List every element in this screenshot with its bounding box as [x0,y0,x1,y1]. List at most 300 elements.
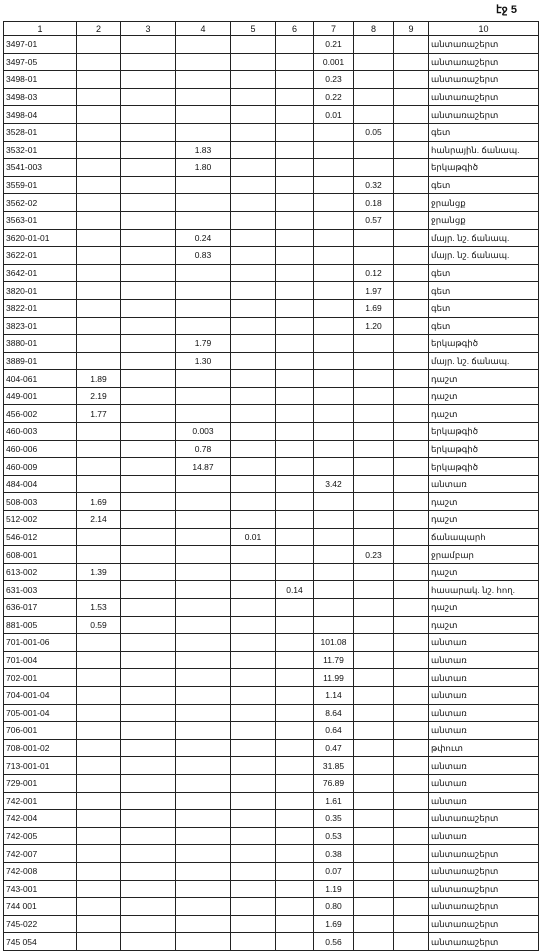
col-7-cell: 76.89 [314,774,354,792]
land-type-cell: ջրանցք [429,194,539,212]
col-3-cell [121,810,176,828]
col-6-cell [276,141,314,159]
col-9-cell [394,792,429,810]
col-5-cell [231,722,276,740]
table-row [4,810,539,828]
col-3-cell [121,493,176,511]
col-4-cell [176,405,231,423]
parcel-code-cell: 3541-003 [4,159,77,177]
col-2-cell [77,211,121,229]
col-6-cell [276,71,314,89]
col-3-cell [121,704,176,722]
col-4-cell [176,299,231,317]
col-4-cell [176,739,231,757]
col-9-cell [394,511,429,529]
parcel-code-cell: 3498-01 [4,71,77,89]
land-type-cell: անտառ [429,669,539,687]
land-type-cell: երկաթգիծ [429,458,539,476]
parcel-code-cell: 744 001 [4,898,77,916]
col-2-cell [77,440,121,458]
col-4-cell [176,211,231,229]
table-row [4,528,539,546]
col-9-cell [394,898,429,916]
col-8-cell: 0.23 [354,546,394,564]
land-type-cell: դաշտ [429,405,539,423]
parcel-code-cell: 713-001-01 [4,757,77,775]
col-5-cell [231,229,276,247]
land-type-cell: անտառ [429,634,539,652]
col-8-cell [354,599,394,617]
col-8-cell [354,792,394,810]
col-9-cell [394,53,429,71]
col-9-cell [394,546,429,564]
col-3-cell [121,792,176,810]
col-7-cell [314,264,354,282]
col-4-cell: 14.87 [176,458,231,476]
col-3-cell [121,898,176,916]
col-4-cell [176,528,231,546]
col-3-cell [121,53,176,71]
col-3-cell [121,669,176,687]
col-8-cell [354,247,394,265]
col-7-cell [314,581,354,599]
col-9-cell [394,528,429,546]
col-6-cell [276,335,314,353]
col-9-cell [394,299,429,317]
col-9-cell [394,106,429,124]
table-row [4,704,539,722]
col-3-cell [121,176,176,194]
col-9-cell [394,176,429,194]
col-5-cell [231,176,276,194]
col-6-cell [276,686,314,704]
col-3-cell [121,123,176,141]
col-8-cell [354,493,394,511]
col-6-cell [276,757,314,775]
col-2-cell [77,106,121,124]
col-5-cell [231,581,276,599]
parcel-code-cell: 456-002 [4,405,77,423]
col-2-cell [77,352,121,370]
col-4-cell [176,599,231,617]
parcel-code-cell: 608-001 [4,546,77,564]
land-type-cell: անտառաշերտ [429,933,539,951]
col-9-cell [394,71,429,89]
col-9-cell [394,229,429,247]
col-8-cell [354,88,394,106]
col-5-cell [231,563,276,581]
col-7-cell [314,352,354,370]
parcel-code-cell: 636-017 [4,599,77,617]
col-2-cell [77,423,121,441]
table-row [4,669,539,687]
col-8-cell [354,106,394,124]
col-5-cell [231,194,276,212]
land-type-cell: դաշտ [429,599,539,617]
table-row [4,599,539,617]
land-type-cell: անտառ [429,757,539,775]
col-5-cell [231,810,276,828]
parcel-code-cell: 3880-01 [4,335,77,353]
col-6-cell [276,106,314,124]
parcel-code-cell: 743-001 [4,880,77,898]
land-type-cell: անտառաշերտ [429,106,539,124]
table-row [4,475,539,493]
col-5-cell [231,599,276,617]
col-5-cell [231,669,276,687]
col-5-cell [231,71,276,89]
col-7-cell [314,176,354,194]
col-8-cell [354,722,394,740]
table-row [4,106,539,124]
col-3-cell [121,599,176,617]
col-7-cell: 0.56 [314,933,354,951]
col-4-cell: 0.83 [176,247,231,265]
col-9-cell [394,686,429,704]
column-header: 8 [354,22,394,36]
col-5-cell [231,317,276,335]
col-6-cell [276,599,314,617]
column-header: 6 [276,22,314,36]
col-5-cell [231,546,276,564]
col-4-cell [176,704,231,722]
table-row [4,493,539,511]
col-7-cell: 0.47 [314,739,354,757]
col-4-cell [176,317,231,335]
col-2-cell: 2.14 [77,511,121,529]
col-2-cell: 1.77 [77,405,121,423]
col-8-cell [354,810,394,828]
land-type-cell: դաշտ [429,616,539,634]
table-row [4,845,539,863]
col-8-cell [354,71,394,89]
col-9-cell [394,915,429,933]
col-8-cell [354,880,394,898]
col-3-cell [121,546,176,564]
land-type-cell: հանրային. ճանապ. [429,141,539,159]
col-6-cell [276,704,314,722]
parcel-code-cell: 3820-01 [4,282,77,300]
col-7-cell [314,440,354,458]
col-5-cell [231,53,276,71]
table-row [4,563,539,581]
col-8-cell [354,616,394,634]
col-9-cell [394,211,429,229]
col-6-cell [276,493,314,511]
table-row [4,264,539,282]
col-5-cell [231,264,276,282]
col-2-cell [77,581,121,599]
land-type-cell: երկաթգիծ [429,335,539,353]
col-4-cell [176,176,231,194]
col-4-cell [176,862,231,880]
col-4-cell: 1.30 [176,352,231,370]
col-2-cell [77,229,121,247]
col-4-cell: 1.80 [176,159,231,177]
col-5-cell [231,774,276,792]
col-6-cell [276,898,314,916]
col-7-cell [314,493,354,511]
col-9-cell [394,317,429,335]
col-7-cell [314,194,354,212]
col-6-cell [276,352,314,370]
col-2-cell [77,792,121,810]
land-type-cell: անտառ [429,686,539,704]
col-6-cell [276,563,314,581]
col-4-cell [176,880,231,898]
col-7-cell [314,528,354,546]
col-4-cell [176,563,231,581]
col-6-cell [276,845,314,863]
col-2-cell [77,704,121,722]
col-3-cell [121,511,176,529]
col-3-cell [121,317,176,335]
col-5-cell [231,493,276,511]
col-3-cell [121,299,176,317]
land-type-cell: անտառաշերտ [429,88,539,106]
land-type-cell: անտառ [429,792,539,810]
col-2-cell: 1.53 [77,599,121,617]
col-7-cell: 0.22 [314,88,354,106]
land-type-cell: դաշտ [429,511,539,529]
col-2-cell: 0.59 [77,616,121,634]
col-7-cell: 8.64 [314,704,354,722]
table-row [4,211,539,229]
col-5-cell [231,405,276,423]
col-8-cell [354,53,394,71]
table-row [4,933,539,951]
col-5-cell [231,211,276,229]
col-3-cell [121,827,176,845]
table-row [4,757,539,775]
col-7-cell: 11.99 [314,669,354,687]
col-4-cell [176,53,231,71]
col-8-cell [354,159,394,177]
land-type-cell: մայր. նշ. ճանապ. [429,247,539,265]
table-row [4,774,539,792]
col-6-cell [276,651,314,669]
col-3-cell [121,440,176,458]
parcel-code-cell: 3642-01 [4,264,77,282]
parcel-code-cell: 3563-01 [4,211,77,229]
col-6-cell [276,211,314,229]
col-7-cell: 0.001 [314,53,354,71]
col-3-cell [121,405,176,423]
parcel-code-cell: 3889-01 [4,352,77,370]
col-5-cell [231,827,276,845]
col-3-cell [121,862,176,880]
col-8-cell [354,335,394,353]
col-2-cell [77,475,121,493]
col-7-cell: 31.85 [314,757,354,775]
col-3-cell [121,880,176,898]
col-7-cell: 101.08 [314,634,354,652]
col-2-cell [77,194,121,212]
col-3-cell [121,845,176,863]
land-type-cell: անտառաշերտ [429,810,539,828]
col-9-cell [394,704,429,722]
col-8-cell [354,352,394,370]
parcel-code-cell: 631-003 [4,581,77,599]
land-type-cell: երկաթգիծ [429,159,539,177]
col-4-cell [176,915,231,933]
col-8-cell: 0.18 [354,194,394,212]
col-3-cell [121,774,176,792]
column-header: 7 [314,22,354,36]
col-5-cell [231,616,276,634]
land-parcel-table [3,21,539,951]
land-type-cell: անտառաշերտ [429,845,539,863]
col-4-cell [176,669,231,687]
col-5-cell [231,792,276,810]
col-7-cell [314,211,354,229]
col-6-cell [276,370,314,388]
land-type-cell: անտառ [429,827,539,845]
col-6-cell [276,827,314,845]
col-7-cell [314,335,354,353]
col-6-cell [276,123,314,141]
col-7-cell: 1.61 [314,792,354,810]
col-3-cell [121,757,176,775]
col-5-cell [231,370,276,388]
col-7-cell [314,423,354,441]
col-6-cell [276,880,314,898]
col-8-cell [354,528,394,546]
col-2-cell [77,123,121,141]
col-9-cell [394,405,429,423]
land-type-cell: անտառաշերտ [429,898,539,916]
table-row [4,739,539,757]
col-5-cell [231,36,276,54]
col-7-cell [314,299,354,317]
col-3-cell [121,141,176,159]
col-5-cell [231,440,276,458]
col-2-cell [77,915,121,933]
col-2-cell [77,282,121,300]
table-row [4,71,539,89]
table-row [4,229,539,247]
land-type-cell: դաշտ [429,387,539,405]
land-type-cell: գետ [429,176,539,194]
col-2-cell [77,176,121,194]
land-type-cell: թփուտ [429,739,539,757]
col-6-cell [276,229,314,247]
col-5-cell [231,335,276,353]
parcel-code-cell: 729-001 [4,774,77,792]
col-5-cell [231,651,276,669]
col-4-cell [176,88,231,106]
col-4-cell [176,686,231,704]
col-9-cell [394,739,429,757]
table-row [4,511,539,529]
table-row [4,53,539,71]
table-row [4,282,539,300]
col-9-cell [394,827,429,845]
col-8-cell [354,423,394,441]
col-8-cell [354,229,394,247]
table-row [4,634,539,652]
col-2-cell [77,36,121,54]
col-8-cell [354,845,394,863]
col-7-cell [314,229,354,247]
col-2-cell [77,757,121,775]
col-4-cell [176,493,231,511]
col-5-cell [231,634,276,652]
column-header: 3 [121,22,176,36]
column-header: 1 [4,22,77,36]
col-4-cell [176,106,231,124]
col-7-cell [314,599,354,617]
parcel-code-cell: 613-002 [4,563,77,581]
land-type-cell: հասարակ. նշ. հող. [429,581,539,599]
col-2-cell [77,247,121,265]
col-9-cell [394,651,429,669]
table-body [4,36,539,951]
col-9-cell [394,282,429,300]
parcel-code-cell: 702-001 [4,669,77,687]
col-5-cell [231,475,276,493]
col-9-cell [394,423,429,441]
col-3-cell [121,387,176,405]
parcel-code-cell: 3498-03 [4,88,77,106]
parcel-code-cell: 3532-01 [4,141,77,159]
land-type-cell: գետ [429,282,539,300]
land-type-cell: անտառաշերտ [429,880,539,898]
col-7-cell [314,317,354,335]
land-type-cell: դաշտ [429,493,539,511]
parcel-code-cell: 742-008 [4,862,77,880]
col-6-cell [276,616,314,634]
col-7-cell: 3.42 [314,475,354,493]
col-9-cell [394,194,429,212]
col-2-cell [77,264,121,282]
col-3-cell [121,194,176,212]
table-row [4,141,539,159]
parcel-code-cell: 460-003 [4,423,77,441]
col-5-cell [231,159,276,177]
parcel-code-cell: 3622-01 [4,247,77,265]
col-8-cell [354,370,394,388]
col-5-cell [231,915,276,933]
table-row [4,440,539,458]
col-9-cell [394,880,429,898]
col-8-cell [354,669,394,687]
land-type-cell: անտառաշերտ [429,53,539,71]
col-6-cell: 0.14 [276,581,314,599]
col-3-cell [121,335,176,353]
col-9-cell [394,352,429,370]
parcel-code-cell: 484-004 [4,475,77,493]
col-8-cell [354,387,394,405]
table-row [4,458,539,476]
col-3-cell [121,370,176,388]
col-7-cell: 0.07 [314,862,354,880]
col-6-cell [276,317,314,335]
col-3-cell [121,282,176,300]
col-8-cell [354,704,394,722]
parcel-code-cell: 460-009 [4,458,77,476]
table-row [4,792,539,810]
col-2-cell [77,335,121,353]
parcel-code-cell: 404-061 [4,370,77,388]
col-7-cell [314,247,354,265]
col-8-cell: 0.57 [354,211,394,229]
table-row [4,862,539,880]
col-9-cell [394,581,429,599]
col-8-cell: 0.05 [354,123,394,141]
table-row [4,423,539,441]
land-type-cell: անտառ [429,704,539,722]
